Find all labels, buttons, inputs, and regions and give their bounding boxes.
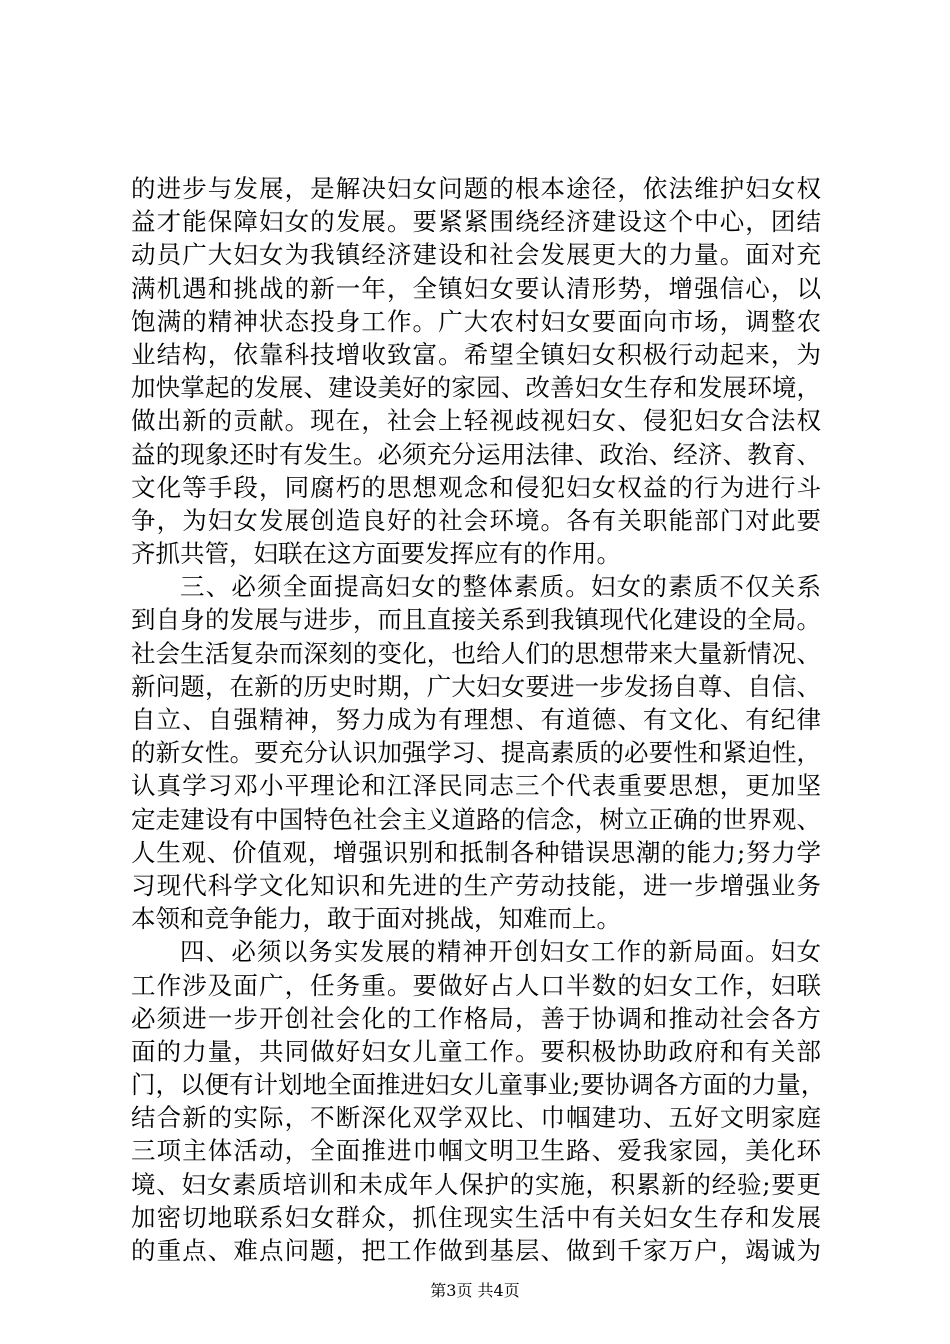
text-line: 工作涉及面广，任务重。要做好占人口半数的妇女工作，妇联 bbox=[131, 970, 821, 1000]
text-line: 到自身的发展与进步，而且直接关系到我镇现代化建设的全局。 bbox=[131, 605, 821, 635]
text-line: 的进步与发展，是解决妇女问题的根本途径，依法维护妇女权 bbox=[131, 174, 821, 203]
text-line: 益才能保障妇女的发展。要紧紧围绕经济建设这个中心，团结 bbox=[131, 207, 821, 237]
text-line: 境、妇女素质培训和未成年人保护的实施，积累新的经验;要更 bbox=[131, 1169, 821, 1199]
text-line: 认真学习邓小平理论和江泽民同志三个代表重要思想，更加坚 bbox=[131, 771, 821, 801]
text-line: 必须进一步开创社会化的工作格局，善于协调和推动社会各方 bbox=[131, 1003, 821, 1033]
text-line: 争，为妇女发展创造良好的社会环境。各有关职能部门对此要 bbox=[131, 505, 821, 535]
text-line: 结合新的实际，不断深化双学双比、巾帼建功、五好文明家庭 bbox=[131, 1103, 821, 1133]
text-line: 饱满的精神状态投身工作。广大农村妇女要面向市场，调整农 bbox=[131, 306, 821, 336]
text-line: 自立、自强精神，努力成为有理想、有道德、有文化、有纪律 bbox=[131, 705, 821, 734]
text-line: 文化等手段，同腐朽的思想观念和侵犯妇女权益的行为进行斗 bbox=[131, 472, 821, 502]
text-line: 面的力量，共同做好妇女儿童工作。要积极协助政府和有关部 bbox=[131, 1036, 821, 1066]
paragraph-start-line: 四、必须以务实发展的精神开创妇女工作的新局面。妇女 bbox=[180, 937, 821, 967]
text-line: 三项主体活动，全面推进巾帼文明卫生路、爱我家园，美化环 bbox=[131, 1136, 821, 1166]
text-line: 的新女性。要充分认识加强学习、提高素质的必要性和紧迫性， bbox=[131, 738, 821, 768]
paragraph-start-line: 三、必须全面提高妇女的整体素质。妇女的素质不仅关系 bbox=[180, 572, 821, 602]
text-line: 新问题，在新的历史时期，广大妇女要进一步发扬自尊、自信、 bbox=[131, 671, 821, 701]
text-line: 社会生活复杂而深刻的变化，也给人们的思想带来大量新情况、 bbox=[131, 638, 821, 668]
text-line: 做出新的贡献。现在，社会上轻视歧视妇女、侵犯妇女合法权 bbox=[131, 406, 821, 436]
text-line: 定走建设有中国特色社会主义道路的信念，树立正确的世界观、 bbox=[131, 804, 821, 834]
text-line: 的重点、难点问题，把工作做到基层、做到千家万户，竭诚为 bbox=[131, 1236, 821, 1265]
text-line: 加快掌起的发展、建设美好的家园、改善妇女生存和发展环境， bbox=[131, 373, 821, 403]
text-line: 益的现象还时有发生。必须充分运用法律、政治、经济、教育、 bbox=[131, 439, 821, 469]
text-line: 人生观、价值观，增强识别和抵制各种错误思潮的能力;努力学 bbox=[131, 837, 821, 867]
text-line: 动员广大妇女为我镇经济建设和社会发展更大的力量。面对充 bbox=[131, 240, 821, 270]
page-number-footer: 第3页 共4页 bbox=[430, 1281, 520, 1300]
text-line: 满机遇和挑战的新一年，全镇妇女要认清形势，增强信心，以 bbox=[131, 273, 821, 303]
document-body bbox=[131, 172, 826, 1267]
text-line: 加密切地联系妇女群众，抓住现实生活中有关妇女生存和发展 bbox=[131, 1202, 821, 1232]
text-line: 业结构，依靠科技增收致富。希望全镇妇女积极行动起来，为 bbox=[131, 339, 821, 369]
text-line: 齐抓共管，妇联在这方面要发挥应有的作用。 bbox=[131, 539, 621, 569]
text-line: 习现代科学文化知识和先进的生产劳动技能，进一步增强业务 bbox=[131, 870, 821, 900]
text-line: 门，以便有计划地全面推进妇女儿童事业;要协调各方面的力量， bbox=[131, 1070, 826, 1100]
text-line: 本领和竞争能力，敢于面对挑战，知难而上。 bbox=[131, 904, 621, 934]
